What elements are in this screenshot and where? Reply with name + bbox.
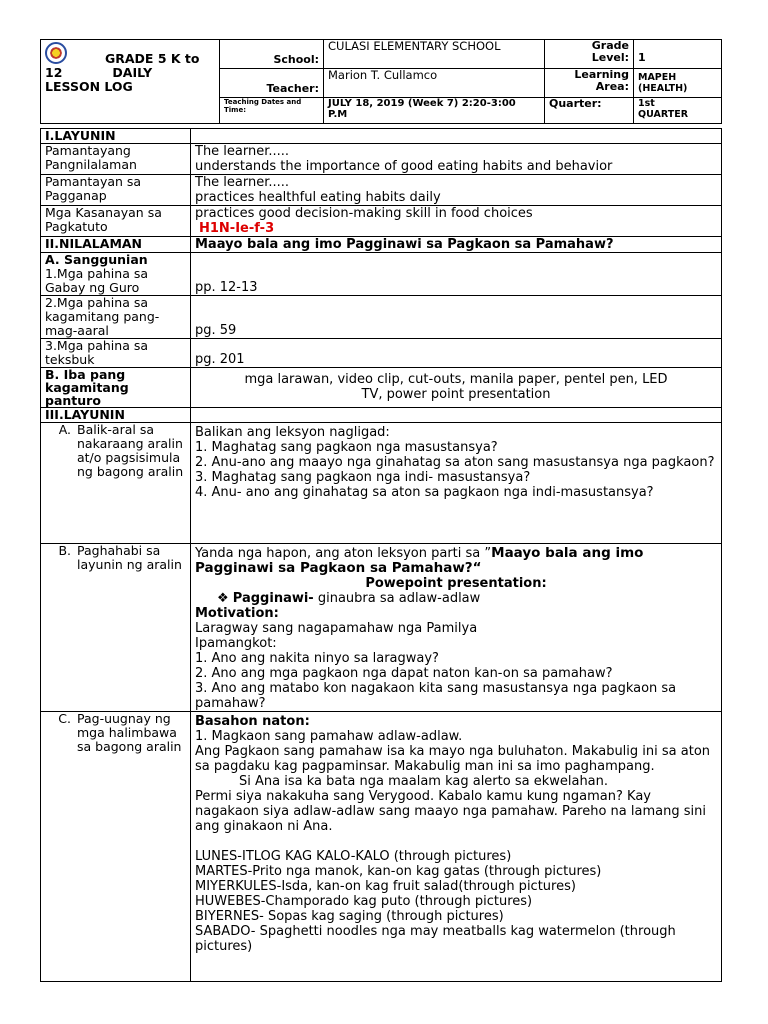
pam1-line-1: The learner.....: [195, 144, 290, 159]
b-line-3: Ipamangkot:: [195, 636, 277, 651]
quarter-value: [634, 98, 722, 124]
c-line-1: 1. Magkaon sang pamahaw adlaw-adlaw.: [195, 729, 463, 744]
area-label-2: Area:: [595, 80, 629, 93]
quarter-value-1: 1st: [638, 98, 655, 109]
b-pagginawi-def: ginaubra sa adlaw-adlaw: [313, 591, 481, 606]
b-line-6: 3. Ano ang matabo kon nagakaon kita sang masustansya nga pagkaon sa pamahaw?: [195, 681, 677, 711]
section-a-content: [191, 423, 722, 544]
school-value: CULASI ELEMENTARY SCHOOL: [324, 40, 545, 69]
section-a-label: Balik-aral sa nakaraang aralin at/o pagsisimula ng bagong aralin: [77, 422, 184, 479]
kasanayan-value: [191, 206, 722, 237]
sanggunian-2-label: 2.Mga pahina sa kagamitang pang-mag-aaral: [41, 296, 191, 339]
pam2-line-2: practices healthful eating habits daily: [195, 190, 441, 205]
title-cell: [41, 40, 220, 124]
dates-label-2: Time:: [224, 106, 247, 114]
section-c-label-cell: [41, 712, 191, 982]
c-line-3: Si Ana isa ka bata nga maalam kag alerto sa ekwelahan.: [239, 774, 609, 789]
a-line-2: 1. Maghatag sang pagkaon nga masustansya?: [195, 440, 498, 455]
sanggunian-3-value: pg. 201: [191, 339, 722, 368]
c-day-1: LUNES-ITLOG KAG KALO-KALO (through pictures): [195, 849, 512, 864]
section-c-content: [191, 712, 722, 982]
a-line-1: Balikan ang leksyon nagligad:: [195, 425, 390, 440]
dates-label: [220, 98, 324, 124]
quarter-value-2: QUARTER: [638, 109, 689, 120]
area-value-1: MAPEH: [638, 72, 677, 83]
dates-value-2: P.M: [328, 109, 348, 120]
sanggunian-1-label: 1.Mga pahina sa Gabay ng Guro: [45, 266, 148, 295]
layunin-heading: I.LAYUNIN: [41, 129, 191, 144]
b-pagginawi: [195, 591, 717, 606]
section-b-label-cell: [41, 544, 191, 712]
pagganap-value: [191, 175, 722, 206]
a-line-3: 2. Anu-ano ang maayo nga ginahatag sa aton sang masustansya nga pagkaon?: [195, 455, 715, 470]
c-day-6: SABADO- Spaghetti noodles nga may meatballs kag watermelon (through pictures): [195, 924, 676, 954]
pam1-line-2: understands the importance of good eating habits and behavior: [195, 159, 613, 174]
c-line-4: Permi siya nakakuha sang Verygood. Kabalo kamu kung ngaman? Kay nagakaon siya adlaw-adlaw sang maayo nga pamahaw. Pareho na lamang sini ang ginakaon ni Ana.: [195, 789, 706, 834]
title-line-2: [45, 66, 215, 80]
c-day-2: MARTES-Prito nga manok, kan-on kag gatas (through pictures): [195, 864, 602, 879]
b-line-2: Laragway sang nagapamahaw nga Pamilya: [195, 621, 478, 636]
pamantayang-value: [191, 144, 722, 175]
b-powerpoint: Powepoint presentation:: [365, 576, 547, 591]
iba-line-2: TV, power point presentation: [361, 387, 551, 402]
section-b-letter: B.: [58, 543, 71, 558]
section-a-letter: A.: [58, 422, 71, 437]
nilalaman-value: Maayo bala ang imo Pagginawi sa Pagkaon sa Pamahaw?: [191, 237, 722, 253]
title-line-1: GRADE 5 K to: [105, 51, 200, 66]
kasanayan-label: Mga Kasanayan sa Pagkatuto: [41, 206, 191, 237]
section-c-letter: C.: [58, 711, 71, 726]
deped-seal-icon: [45, 42, 67, 64]
b-pagginawi-term: Pagginawi-: [232, 591, 314, 606]
grade-label: [545, 40, 634, 69]
section-a-label-cell: [41, 423, 191, 544]
b-intro-plain: Yanda nga hapon, ang aton leksyon parti sa ”: [195, 546, 492, 561]
sanggunian-label: A. Sanggunian: [45, 252, 148, 267]
area-label: [545, 69, 634, 98]
nilalaman-label: II.NILALAMAN: [41, 237, 191, 253]
teacher-value: Marion T. Cullamco: [324, 69, 545, 98]
c-day-3: MIYERKULES-Isda, kan-on kag fruit salad(through pictures): [195, 879, 576, 894]
sanggunian-1-value: pp. 12-13: [191, 253, 722, 296]
c-day-5: BIYERNES- Sopas kag saging (through pictures): [195, 909, 504, 924]
layunin-empty: [191, 129, 722, 144]
section-c-label: Pag-uugnay ng mga halimbawa sa bagong aralin: [77, 711, 182, 754]
dates-label-1: Teaching Dates and: [224, 98, 302, 106]
c-spacer: [195, 834, 717, 849]
section-b-content: [191, 544, 722, 712]
competency-code: H1N-Ie-f-3: [199, 221, 275, 236]
sanggunian-cell: [41, 253, 191, 296]
quarter-label: Quarter:: [545, 98, 634, 124]
title-line-2a: 12: [45, 65, 63, 80]
iba-label: B. Iba pang kagamitang panturo: [41, 368, 191, 408]
c-line-2: Ang Pagkaon sang pamahaw isa ka mayo nga buluhaton. Makabulig ini sa aton sa pagdaku kag pagpaminsar. Makabulig man ini sa imo paghampang.: [195, 744, 711, 774]
pam2-line-1: The learner.....: [195, 175, 290, 190]
layunin-3-heading: III.LAYUNIN: [41, 408, 191, 423]
title-line-3: LESSON LOG: [45, 79, 133, 94]
grade-value: 1: [634, 40, 722, 69]
b-line-4: 1. Ano ang nakita ninyo sa laragway?: [195, 651, 439, 666]
teacher-label: Teacher:: [220, 69, 324, 98]
area-label-1: Learning: [574, 68, 629, 81]
iba-value: [191, 368, 722, 408]
pagganap-label: Pamantayan sa Pagganap: [41, 175, 191, 206]
a-line-5: 4. Anu- ano ang ginahatag sa aton sa pagkaon nga indi-masustansya?: [195, 485, 654, 500]
dates-value-1: JULY 18, 2019 (Week 7) 2:20-3:00: [328, 98, 516, 109]
title-line-2b: DAILY: [112, 65, 153, 80]
c-heading: Basahon naton:: [195, 714, 310, 729]
school-label: School:: [220, 40, 324, 69]
b-intro: [195, 546, 717, 576]
c-day-4: HUWEBES-Champorado kag puto (through pictures): [195, 894, 533, 909]
header-table: [40, 39, 722, 124]
a-line-4: 3. Maghatag sang pagkaon nga indi- masustansya?: [195, 470, 531, 485]
area-value-2: (HEALTH): [638, 83, 688, 94]
b-intro-bold: Maayo bala ang imo Pagginawi sa Pagkaon sa Pamahaw?“: [195, 545, 644, 576]
b-line-5: 2. Ano ang mga pagkaon nga dapat naton kan-on sa pamahaw?: [195, 666, 613, 681]
grade-label-2: Level:: [591, 51, 629, 64]
area-value: [634, 69, 722, 98]
iba-line-1: mga larawan, video clip, cut-outs, manila paper, pentel pen, LED: [244, 372, 668, 387]
dates-value: [324, 98, 545, 124]
kas-line-1: practices good decision-making skill in food choices: [195, 206, 533, 221]
b-motivation: Motivation:: [195, 606, 279, 621]
lesson-table: [40, 128, 722, 982]
layunin-3-empty: [191, 408, 722, 423]
pamantayang-label: Pamantayang Pangnilalaman: [41, 144, 191, 175]
sanggunian-2-value: pg. 59: [191, 296, 722, 339]
sanggunian-3-label: 3.Mga pahina sa teksbuk: [41, 339, 191, 368]
diamond-bullet-icon: ❖: [217, 591, 229, 606]
grade-label-1: Grade: [591, 39, 629, 52]
section-b-label: Paghahabi sa layunin ng aralin: [77, 543, 182, 572]
